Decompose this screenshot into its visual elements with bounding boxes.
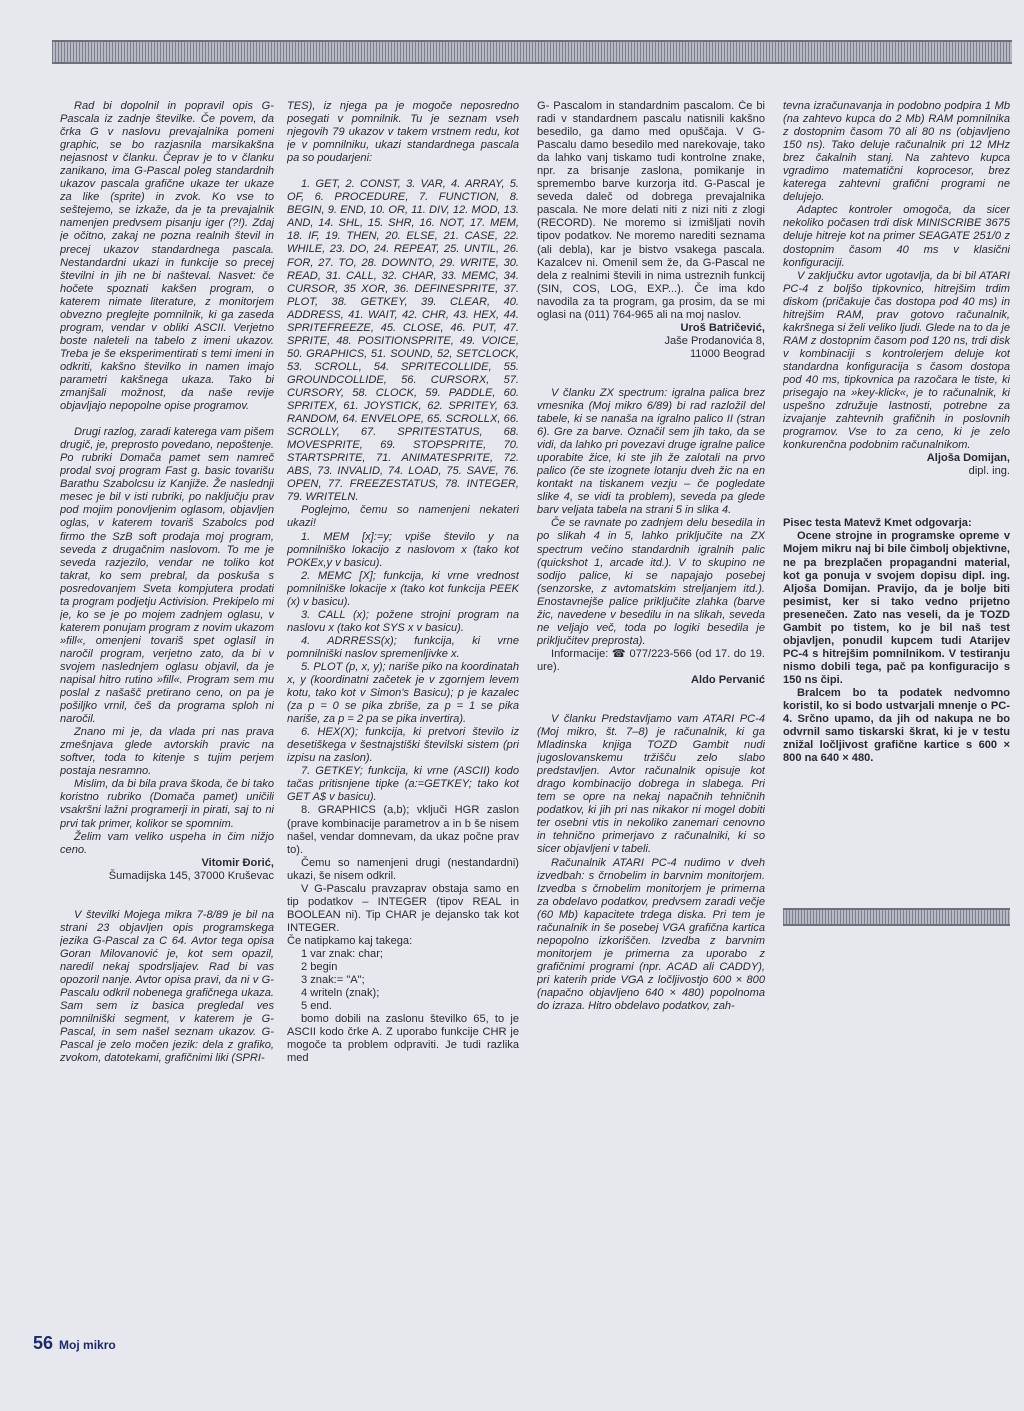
paragraph: Čemu so namenjeni drugi (nestandardni) ukazi, še nisem odkril. [287, 856, 519, 882]
paragraph: 5. PLOT (p, x, y); nariše piko na koordinatah x, y (koordinatni začetek je v zgornjem levem kotu, tako kot v Simon's Basicu); p je kazalec (za p = 0 se pika zbriše, za p = 1 se pika nariše, za p = 2 pa se pika invertira). [287, 660, 519, 726]
signature-address: Jaše Prodanovića 8, [664, 334, 765, 347]
paragraph: Želim vam veliko uspeha in čim nižjo ceno. [60, 830, 274, 856]
paragraph: Ocene strojne in programske opreme v Mojem mikru naj bi bile čimbolj objektivne, ne pa brezplačen propagandni material, kot ga ponuja v svojem dopisu dipl. ing. Aljoša Domijan. Pravijo, da je bolje biti pesimist, ker si tako vedno prijetno presenečen. Zato nas veseli, da je TOZD Gambit po tistem, ko je bil naš test objavljen, ponudil kupcem tudi Atarijev PC-4 s hitrejšim pomnilnikom. V testiranju nismo dobili tega, pač pa konfiguracijo s 150 ns čipi. [783, 530, 1010, 686]
column-decorative-bar [783, 908, 1010, 926]
paragraph: 4. ADRRESS(x); funkcija, ki vrne pomnilniški naslov spremenljivke x. [287, 634, 519, 660]
paragraph: 7. GETKEY; funkcija, ki vrne (ASCII) kodo tačas pritisnjene tipke (a:=GETKEY; tako kot GET A$ v basicu). [287, 765, 519, 804]
code-line: 1 var znak: char; [301, 948, 384, 960]
paragraph: V G-Pascalu pravzaprav obstaja samo en tip podatkov – INTEGER (tipov REAL in BOOLEAN ni). Tip CHAR je dejansko tak kot INTEGER. [287, 882, 519, 934]
signature-name: Aljoša Domijan, [926, 452, 1010, 465]
paragraph: Če se ravnate po zadnjem delu besedila in po slikah 4 in 5, lahko priključite na ZX spectrum večino standardnih igralnih palic (quickshot 1, arcade itd.). V to skupino ne sodijo palice, ki se napajajo posebej (senzorske, z avtomatskim streljanjem itd.). Enostavnejše palice priključite zlahka (barve žic, navedene v besedilu in na slikah, seveda ne veljajo več, toda po logiki besedila je priključitev preprosta). [537, 517, 765, 647]
column-1 [60, 100, 274, 1280]
code-line: 4 writeln (znak); [301, 987, 380, 1000]
paragraph: Mislim, da bi bila prava škoda, če bi tako koristno rubriko (Domača pamet) uničili vsakršni lažni programerji in pirati, saj to ni prvi tak primer, kolikor se spomnim. [60, 778, 274, 830]
column-2 [287, 100, 519, 1340]
code-line: 5 end. [301, 1000, 332, 1013]
signature-name: Uroš Batričević, [680, 321, 765, 334]
column-3 [537, 100, 765, 1340]
paragraph: Poglejmo, čemu so namenjeni nekateri ukazi! [287, 504, 519, 530]
signature-name: Aldo Pervanić [691, 673, 765, 686]
paragraph: 8. GRAPHICS (a,b); vključi HGR zaslon (prave kombinacije parametrov a in b še nisem našel, vendar domnevam, da ukaz počne prav to). [287, 804, 519, 856]
paragraph: bomo dobili na zaslonu številko 65, to je ASCII kodo črke A. Z uporabo funkcije CHR je mogoče ta problem odpraviti. Je tudi razlika med [287, 1013, 519, 1065]
paragraph: G- Pascalom in standardnim pascalom. Če bi radi v standardnem pascalu natisnili kakšno besedilo, ga damo med opuščaja. V G-Pascalu damo besedilo med narekovaje, tako da lahko vanj tiskamo tudi kontrolne znake, npr. za brisanje zaslona, pomikanje in spremembo barve kurzorja itd. G-Pascal je seveda daleč od dobrega prevajalnika pascala. Ne more delati niti z nizi niti z zlogi (RECORD). Ne moremo si izmišljati novih tipov podatkov. Ne moremo narediti seznama (ali debla), kar je bistvo vsakega pascala. Kazalcev ni. Omenil sem že, da G-Pascal ne dela z realnimi števili in nima ustreznih funkcij (SIN, COS, LOG, EXP...). Če ima kdo navodila za ta program, ga prosim, da se mi oglasi na (011) 764-965 ali na moj naslov. [537, 100, 765, 321]
command-list: 1. GET, 2. CONST, 3. VAR, 4. ARRAY, 5. OF, 6. PROCEDURE, 7. FUNCTION, 8. BEGIN, 9. END, 10. OR, 11. DIV, 12. MOD, 13. AND, 14. SHL, 15. SHR, 16. NOT, 17. MEM, 18. IF, 19. THEN, 20. ELSE, 21. CASE, 22. WHILE, 23. DO, 24. REPEAT, 25. UNTIL, 26. FOR, 27. TO, 28. DOWNTO, 29. WRITE, 30. READ, 31. CALL, 32. CHAR, 33. MEMC, 34. CURSOR, 35 XOR, 36. DEFINESPRITE, 37. PLOT, 38. GETKEY, 39. CLEAR, 40. ADDRESS, 41. WAIT, 42. CHR, 43. HEX, 44. SPRITEFREEZE, 45. CLOSE, 46. PUT, 47. SPRITE, 48. POSITIONSPRITE, 49. VOICE, 50. GRAPHICS, 51. SOUND, 52, SETCLOCK, 53. SCROLL, 54. SPRITECOLLIDE, 55. GROUNDCOLLIDE, 56. CURSORX, 57. CURSORY, 58. CLOCK, 59. PADDLE, 60. SPRITEX, 61. JOYSTICK, 62. SPRITEY, 63. RANDOM, 64. ENVELOPE, 65. SCROLLX, 66. SCROLLY, 67. SPRITESTATUS, 68. MOVESPRITE, 69. STOPSPRITE, 70. STARTSPRITE, 71. ANIMATESPRITE, 72. ABS, 73. INVALID, 74. LOAD, 75. SAVE, 76. OPEN, 77. FREEZESTATUS, 78. INTEGER, 79. WRITELN. [287, 178, 519, 504]
paragraph: V članku Predstavljamo vam ATARI PC-4 (Moj mikro, št. 7–8) je računalnik, ki ga Mladinska knjiga TOZD Gambit nudi jugoslovanskemu tržišču zelo slabo predstavljen. Avtor računalnik opisuje kot drago kombinacijo dobrega in slabega. Pri tem se opre na nekaj napačnih tehničnih podatkov, ki jih pri nas nikakor ni mogel dobiti ter osebni vtis in nekoliko zanemari cenovno in tehnično primerjavo z računalniki, ki so sicer objavljeni v tabeli. [537, 713, 765, 856]
paragraph: 6. HEX(X); funkcija, ki pretvori število iz desetiškega v šestnajstiški številski sistem (pri izpisu na zaslon). [287, 726, 519, 765]
paragraph: Adaptec kontroler omogoča, da sicer nekoliko počasen trdi disk MINISCRIBE 3675 deluje hitreje kot na primer SEAGATE 251/0 z dostopnim časom 40 ms v klasični konfiguraciji. [783, 204, 1010, 269]
page-number: 56 [33, 1333, 54, 1353]
signature-address: Šumadijska 145, 37000 Kruševac [108, 869, 274, 882]
top-decorative-bar [52, 40, 1012, 64]
signature-address: 11000 Beograd [689, 347, 765, 360]
paragraph: V številki Mojega mikra 7-8/89 je bil na strani 23 objavljen opis programskega jezika G-Pascal za C 64. Avtor tega opisa Goran Milovanović je, kot sem opazil, naredil nekaj spodrsljajev. Rad bi vas opozoril nanje. Avtor opisa pravi, da ni v G-Pascalu odkril nobenega grafičnega ukaza. Sam sem iz basica pregledal ves pomnilniški segment, v katerem je G-Pascal, in sem našel seznam ukazov. G-Pascal je zelo močen jezik: dela z grafiko, zvokom, datotekami, grafičnimi liki (SPRI- [60, 908, 274, 1065]
magazine-name: Moj mikro [59, 1338, 116, 1352]
code-line: 3 znak:= "A"; [301, 974, 365, 987]
paragraph: Informacije: ☎ 077/223-566 (od 17. do 19. ure). [537, 647, 765, 673]
reply-heading: Pisec testa Matevž Kmet odgovarja: [783, 517, 972, 530]
paragraph: Znano mi je, da vlada pri nas prava zmešnjava glede avtorskih pravic na softver, toda to kitenje s tujim perjem postaja nesramno. [60, 726, 274, 778]
paragraph: 3. CALL (x); požene strojni program na naslovu x (tako kot SYS x v basicu). [287, 608, 519, 634]
paragraph: Računalnik ATARI PC-4 nudimo v dveh izvedbah: s črnobelim in barvnim monitorjem. Izvedba s črnobelim monitorjem je primerna za obdelavo podatkov, predvsem zaradi večje (60 Mb) kapacitete trdega diska. Pri tem je računalnik in še posebej VGA grafična kartica nepopolno izkoriščen. Izvedba z barvnim monitorjem je primerna za uporabo z grafičnimi programi (npr. ACAD ali CADDY), pri katerih pride VGA z ločljivostjo 600 × 800 (napačno objavljeno 640 × 480) popolnoma do izraza. Hitro obdelavo podatkov, zah- [537, 856, 765, 1013]
paragraph: V zaključku avtor ugotavlja, da bi bil ATARI PC-4 z boljšo tipkovnico, hitrejšim trdim diskom (pričakuje čas dostopa pod 40 ms) in hitrejšim RAM, prav gotovo računalnik, kakršnega si želi veliko ljudi. Glede na to da je RAM z dostopnim časom pod 120 ns, trdi disk v kombinaciji s kontrolerjem deluje kot standardna konfiguracija s časom dostopa pod 40 ms, tipkovnica pa razočara le tiste, ki prisegajo na »key-klick«, je to računalnik, ki uspešno združuje lastnosti, potrebne za izvajanje zahtevnih grafičnih in poslovnih programov. Vse to za ceno, ki je zelo konkurenčna podobnim računalnikom. [783, 269, 1010, 452]
code-line: 2 begin [301, 961, 338, 974]
paragraph: Drugi razlog, zaradi katerega vam pišem drugič, je, preprosto povedano, nepoštenje. Po rubriki Domača pamet sem namreč prodal svoj program Fast g. basic tovarišu Barathu Szabolcsu iz Kanjiže. Že naslednji mesec je bil v isti rubriki, po naključju prav pod mojim ponovljenim oglasom, objavljen oglas, v katerem tovariš Szabolcs pod firmo the SzB soft prodaja moj program, seveda z drugačnim naslovom. To me je seveda razjezilo, vendar ne toliko kot takrat, ko sem prebral, da poskuša s posredovanjem Sveta kompjutera prodati ta program podjetju Activision. Prekipelo mi je, ko se je po mojem zadnjem oglasu, v katerem ponujam program z novim ukazom »fill«, omenjeni tovariš spet oglasil in naročil program, verjetno zato, da bi v svojem naslednjem oglasu objavil, da je napisal hitro rutino »fill«. Program sem mu poslal z našašč pretirano ceno, on pa je pošiljko vrnil, češ da programa sploh ni naročil. [60, 426, 274, 726]
page-footer [33, 1333, 116, 1354]
code-intro: Če natipkamo kaj takega: [287, 934, 413, 947]
paragraph: tevna izračunavanja in podobno podpira 1 Mb (na zahtevo kupca do 2 Mb) RAM pomnilnika z dostopnim časom 70 ali 80 ns (objavljeno 150 ns). Tako deluje računalnik pri 12 MHz brez čakalnih stanj. Na zahtevo kupca vgradimo matematični koprocesor, brez katerega zahtevni grafični programi ne delujejo. [783, 100, 1010, 204]
paragraph: V članku ZX spectrum: igralna palica brez vmesnika (Moj mikro 6/89) bi rad razložil del tabele, ki se nanaša na igralno palico II (stran 6). Gre za barve. Označil sem jih tako, da se vidi, da lahko pri povezavi druge igralne palice uporabite žice, ki ste jih že zalotali na prvo palico (če ste izognete lotanju dveh žic na en kontakt na tiskanem vezju – če pogledate slike 4, se vidi ta problem), seveda pa glede barv veljata tabela na strani 5 in slika 4. [537, 386, 765, 517]
paragraph: Bralcem bo ta podatek nedvomno koristil, ko si bodo ustvarjali mnenje o PC-4. Srčno upamo, da jih od nakupa ne bo odvrnil samo tiskarski škrat, ki je v testu znižal ločljivost grafične kartice s 600 × 800 na 640 × 480. [783, 686, 1010, 765]
paragraph: 1. MEM [x]:=y; vpiše število y na pomnilniško lokacijo z naslovom x (tako kot POKEx,y v basicu). [287, 530, 519, 569]
paragraph: Rad bi dopolnil in popravil opis G-Pascala iz zadnje številke. Če povem, da črka G v naslovu prevajalnika pomeni graphic, se bo razjasnila marsikakšna nejasnost v članku. Čeprav je to v članku zanikano, ima G-Pascal poleg standardnih ukazov pascala grafične ukaze ter ukaze za like (sprite) in zvok. Ko vse to seštejemo, se izkaže, da je ta prevajalnik namenjen predvsem pisanju iger (?!). Zdaj je očitno, zakaj ne pozna realnih števil in precej ukazov standardnega pascala. Nestandardni ukazi in funkcije so precej številni in jih ne bi našteval. Nasvet: če hočete spoznati kakšen program, o katerem nimate literature, z monitorjem obvezno preglejte pomnilnik, ki ga zaseda program, vendar v obliki ASCII. Verjetno boste naleteli na tabelo z imeni ukazov. Treba je še eksperimentirati s temi imeni in odkriti, kakšno številko in namen imajo parametri kakšnega ukaza. Tako bi zmanjšali možnost, da naše revije objavljajo nepopolne opise programov. [60, 100, 274, 413]
signature-title: dipl. ing. [968, 465, 1010, 478]
column-4 [783, 100, 1010, 1340]
paragraph: TES), iz njega pa je mogoče neposredno posegati v pomnilnik. Tu je seznam vseh njegovih 79 ukazov v takem vrstnem redu, kot je v pomnilniku, ukazi standardnega pascala pa so poudarjeni: [287, 100, 519, 165]
signature-name: Vitomir Đorić, [201, 856, 274, 869]
paragraph: 2. MEMC [X]; funkcija, ki vrne vrednost pomnilniške lokacije x (tako kot funkcija PEEK (x) v basicu). [287, 569, 519, 608]
